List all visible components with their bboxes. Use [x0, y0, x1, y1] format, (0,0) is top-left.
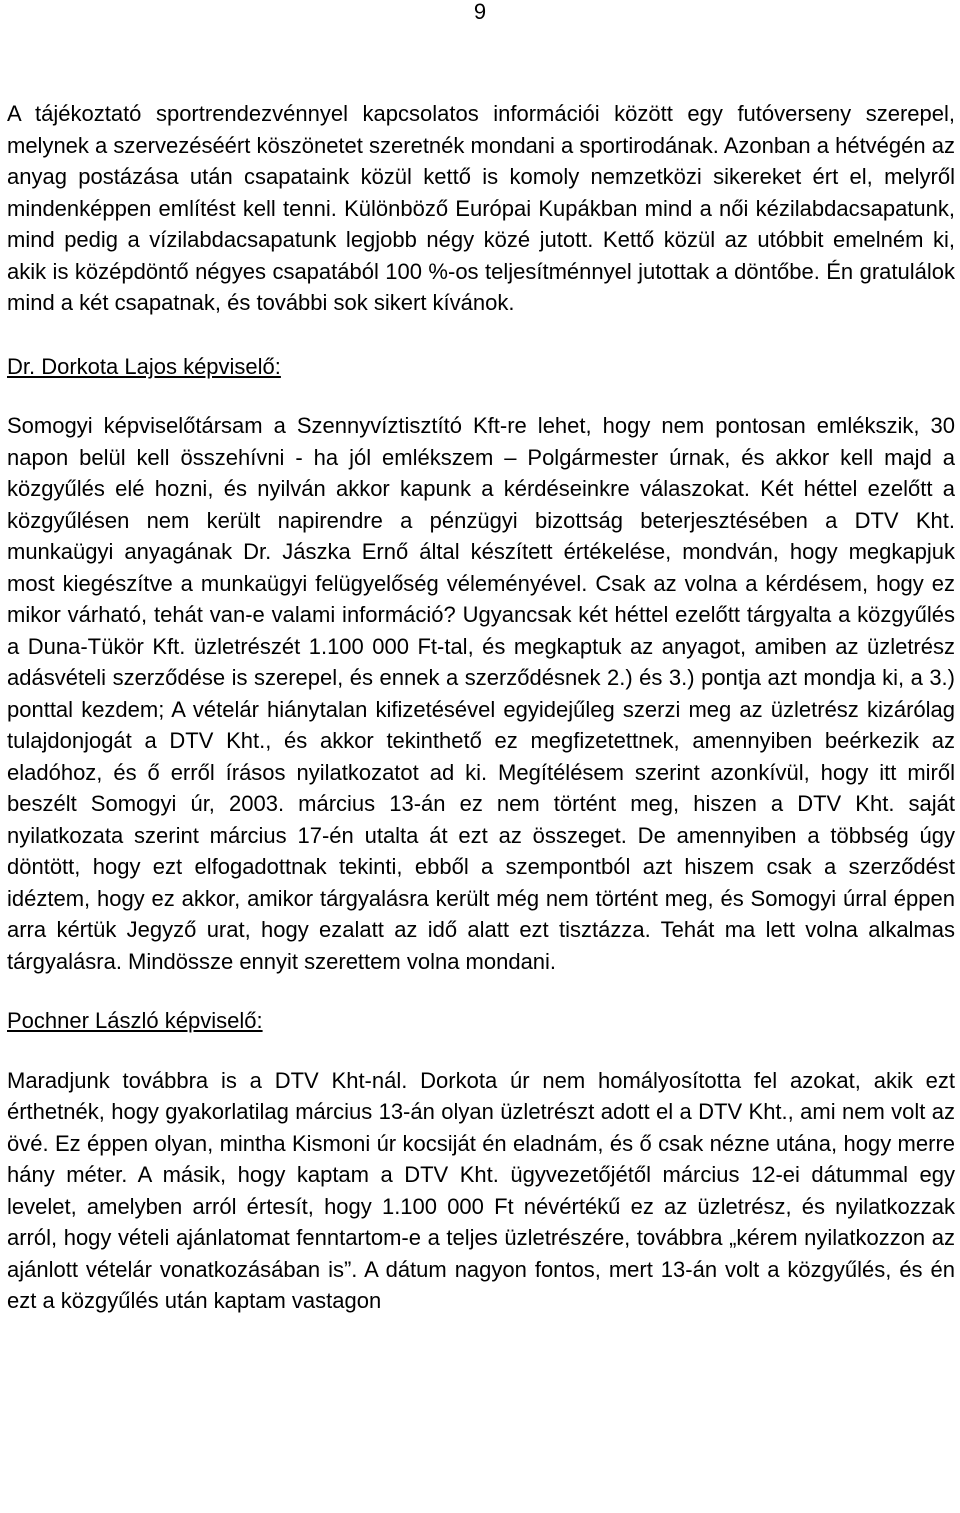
spacer: [7, 382, 955, 410]
speech-paragraph-pochner: Maradjunk továbbra is a DTV Kht-nál. Dorkota úr nem homályosította fel azokat, akik ezt érthetnék, hogy gyakorlatilag március 13-án olyan üzletrészt adott el a DTV Kht., ami nem volt az övé. Ez éppen olyan, mintha Kismoni úr kocsiját én eladnám, és ő csak nézne utána, hogy merre hány méter. A másik, hogy kaptam a DTV Kht. ügyvezetőjétől március 12-ei dátummal egy levelet, amelyben arról értesít, hogy 1.100 000 Ft névértékű ez az üzletrész, és nyilatkozzak arról, hogy vételi ajánlatomat fenntartom-e a teljes üzletrészére, továbbra „kérem nyilatkozzon az ajánlott vételár vonatkozásában is”. A dátum nagyon fontos, mert 13-án volt a közgyűlés, és én ezt a közgyűlés után kaptam vastagon: [7, 1067, 955, 1313]
speaker-heading-dorkota: Dr. Dorkota Lajos képviselő:: [7, 353, 281, 379]
document-body: [7, 98, 955, 1317]
speaker-heading-pochner: Pochner László képviselő:: [7, 1008, 263, 1033]
spacer: [7, 977, 955, 1005]
page-number: 9: [473, 0, 487, 24]
spacer: [7, 1037, 955, 1065]
speech-paragraph-dorkota: Somogyi képviselőtársam a Szennyvíztisztító Kft-re lehet, hogy nem pontosan emlékszik, 30 napon belül kell összehívni - ha jól emlékszem – Polgármester úrnak, és akkor kell majd a közgyűlés elé hozni, és nyilván akkor kapunk a kérdéseinkre válaszokat. Két héttel ezelőtt a közgyűlésen nem került napirendre a pénzügyi bizottság beterjesztésében a DTV Kht. munkaügyi anyagának Dr. Jászka Ernő által készített értékelése, mondván, hogy megkapjuk most kiegészítve a munkaügyi felügyelőség véleményével. Csak az volna a kérdésem, hogy ez mikor várható, tehát van-e valami információ? Ugyancsak két héttel ezelőtt tárgyalta a közgyűlés a Duna-Tükör Kft. üzletrészét 1.100 000 Ft-tal, és megkaptuk az anyagot, amiben az üzletrész adásvételi szerződése is szerepel, és ennek a szerződésnek 2.) és 3.) pontja azt mondja ki, a 3.) ponttal kezdem; A vételár hiánytalan kifizetésével egyidejűleg szerzi meg az üzletrész kizárólag tulajdonjogát a DTV Kht., és akkor tekinthető ez megfizetettnek, amennyiben beérkezik az eladóhoz, és ő erről írásos nyilatkozatot ad ki. Megítélésem szerint azonkívül, hogy itt miről beszélt Somogyi úr, 2003. március 13-án ez nem történt meg, hiszen a DTV Kht. saját nyilatkozata szerint március 17-én utalta át ezt az összeget. De amennyiben a többség úgy döntött, hogy ezt elfogadottnak tekinti, ebből a szempontból azt hiszem csak a szerződést idéztem, hogy ez akkor, amikor tárgyalásra került még nem történt meg, és Somogyi úrral éppen arra kértük Jegyző urat, hogy ezalatt az idő alatt ezt tisztázza. Tehát ma lett volna alkalmas tárgyalásra. Mindössze ennyit szerettem volna mondani.: [7, 413, 955, 974]
spacer: [7, 319, 955, 351]
intro-paragraph: A tájékoztató sportrendezvénnyel kapcsolatos információi között egy futóverseny szerepel, melynek a szervezéséért köszönetet szeretnék mondani a sportirodának. Azonban a hétvégén az anyag postázása után csapataink közül kettő is komoly nemzetközi sikereket ért el, melyről mindenképpen említést kell tenni. Különböző Európai Kupákban mind a női kézilabdacsapatunk, mind pedig a vízilabdacsapatunk legjobb négy közé jutott. Kettő közül az utóbbit emelném ki, akik is középdöntő négyes csapatából 100 %-os teljesítménnyel jutottak a döntőbe. Én gratulálok mind a két csapatnak, és további sok sikert kívánok.: [7, 101, 955, 315]
